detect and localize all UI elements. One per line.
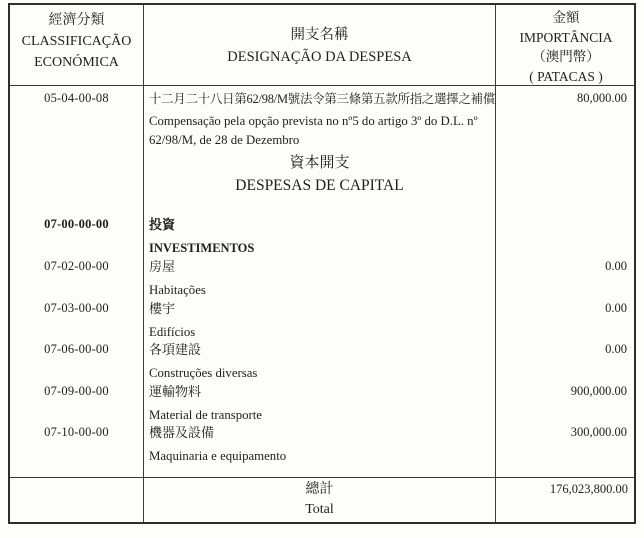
expense-name-zh: 各項建設 — [149, 342, 202, 357]
expense-description — [143, 341, 495, 382]
expense-name-pt: Compensação pela opção prevista no nº5 do artigo 3º do D.L. nº 62/98/M, de 28 de Dezembro — [149, 114, 478, 147]
header-classification-pt2: ECONÓMICA — [34, 55, 119, 70]
header-designation-pt: DESIGNAÇÃO DA DESPESA — [227, 49, 412, 65]
expense-name-zh: 十二月二十八日第62/98/M號法令第三條第五款所指之選擇之補償 — [149, 92, 496, 106]
header-amount — [496, 8, 636, 86]
classification-code: 05-04-00-08 — [44, 91, 109, 105]
table-row — [10, 341, 634, 382]
header-amount-zh: 金額 — [552, 10, 580, 25]
amount-value: 300,000.00 — [570, 425, 627, 439]
expense-name-pt: Construções diversas — [149, 366, 258, 380]
total-label-zh: 總計 — [305, 482, 334, 497]
expense-name-pt: Habitações — [149, 283, 206, 297]
header-classification — [10, 10, 143, 73]
table-row — [10, 383, 634, 424]
classification-code: 07-09-00-00 — [44, 384, 109, 398]
header-designation — [144, 24, 495, 68]
amount-value: 0.00 — [605, 301, 627, 315]
header-classification-pt1: CLASSIFICAÇÃO — [21, 34, 132, 49]
header-amount-currency-pt: ( PATACAS ) — [529, 68, 603, 84]
amount-value: 0.00 — [605, 259, 627, 273]
section-heading-capital-expenses — [144, 152, 495, 197]
expense-description — [143, 216, 495, 257]
table-row — [10, 300, 634, 341]
section-heading-zh: 資本開支 — [289, 155, 350, 171]
expense-description — [143, 383, 495, 424]
classification-code: 07-10-00-00 — [44, 425, 109, 439]
expense-table — [8, 3, 636, 524]
expense-name-pt: Material de transporte — [149, 408, 262, 422]
table-row — [10, 90, 634, 150]
classification-code: 07-02-00-00 — [44, 259, 109, 273]
classification-code: 07-06-00-00 — [44, 342, 109, 356]
expense-description — [143, 90, 495, 150]
table-row — [10, 216, 634, 257]
total-amount-value: 176,023,800.00 — [549, 482, 628, 496]
expense-name-pt: Edifícios — [149, 325, 196, 339]
amount-value: 900,000.00 — [570, 384, 627, 398]
header-amount-pt: IMPORTÂNCIA — [519, 29, 613, 45]
header-amount-currency-zh: （澳門幣） — [532, 49, 600, 64]
classification-code: 07-00-00-00 — [44, 217, 109, 231]
header-classification-zh: 經濟分類 — [48, 13, 105, 28]
expense-description — [143, 424, 495, 465]
expense-description — [143, 300, 495, 341]
classification-code: 07-03-00-00 — [44, 301, 109, 315]
expense-name-zh: 樓宇 — [149, 301, 176, 316]
amount-value: 0.00 — [605, 342, 627, 356]
expense-description — [143, 258, 495, 299]
expense-name-zh: 機器及設備 — [149, 425, 215, 440]
total-label-pt: Total — [305, 502, 334, 517]
expense-name-pt: INVESTIMENTOS — [149, 241, 255, 255]
total-separator-line — [10, 477, 634, 478]
total-row-label — [144, 480, 495, 520]
expense-name-zh: 運輸物料 — [149, 384, 202, 399]
table-row — [10, 424, 634, 465]
section-heading-pt: DESPESAS DE CAPITAL — [235, 177, 404, 194]
table-row — [10, 258, 634, 299]
header-designation-zh: 開支名稱 — [290, 27, 349, 43]
amount-value: 80,000.00 — [577, 91, 627, 105]
expense-name-pt: Maquinaria e equipamento — [149, 449, 287, 463]
expense-name-zh: 房屋 — [149, 259, 176, 274]
expense-name-zh: 投資 — [149, 217, 176, 232]
